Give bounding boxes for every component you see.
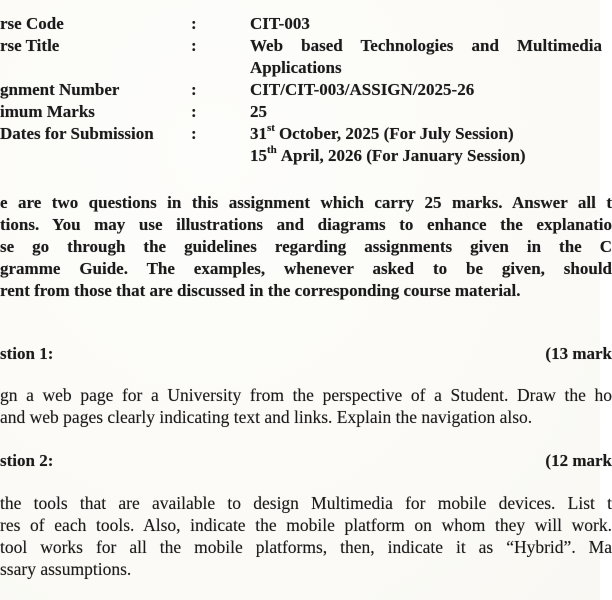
course-title-row [0,35,612,57]
colon-separator: : [191,14,197,33]
date-rest: October, 2025 (For July Session) [278,124,514,143]
question1-heading-row [0,343,612,365]
question2-heading-row [0,450,612,472]
date-rest: April, 2026 (For January Session) [280,146,526,165]
course-title-value-line1: Web based Technologies and Multimedia [250,36,602,55]
colon-separator: : [191,80,197,99]
colon-separator: : [191,36,197,55]
instruction-line: e are two questions in this assignment which carry 25 marks. Answer all t [0,193,612,212]
question2-heading: stion 2: [0,451,54,470]
question2-marks: (12 mark [545,451,612,470]
question1-body [0,384,612,428]
question1-line: and web pages clearly indicating text and links. Explain the navigation also. [0,407,533,427]
course-code-label: rse Code [0,14,64,33]
date-day: 31 [250,124,267,143]
instruction-line: rent from those that are discussed in the corresponding course material. [0,281,521,300]
question2-line: ssary assumptions. [0,559,132,579]
course-code-row [0,13,612,35]
course-info-table [0,13,612,167]
assignment-instructions [0,192,612,302]
maximum-marks-row [0,101,612,123]
question2-body [0,492,612,580]
maximum-marks-value: 25 [250,102,267,121]
colon-separator: : [191,124,197,143]
date-ordinal: th [267,144,277,157]
assignment-number-row [0,79,612,101]
maximum-marks-label: imum Marks [0,102,95,121]
question2-line: the tools that are available to design Multimedia for mobile devices. List t [0,493,612,513]
colon-separator: : [191,102,197,121]
assignment-number-label: gnment Number [0,80,120,99]
assignment-number-value: CIT/CIT-003/ASSIGN/2025-26 [250,80,475,99]
date-day: 15 [250,146,267,165]
submission-date-january [250,145,526,167]
course-title-label: rse Title [0,36,60,55]
submission-dates-label: Dates for Submission [0,124,154,143]
submission-dates-row-continued [0,145,612,167]
course-code-value: CIT-003 [250,14,310,33]
question2-line: tool works for all the mobile platforms, then, indicate it as “Hybrid”. Ma [0,537,612,557]
question1-line: gn a web page for a University from the perspective of a Student. Draw the ho [0,385,612,405]
course-title-row-continued [0,57,612,79]
instruction-line: se go through the guidelines regarding assignments given in the C [0,237,612,256]
instruction-line: tions. You may use illustrations and diagrams to enhance the explanatio [0,215,612,234]
course-title-value-line2: Applications [250,58,342,77]
question2-line: res of each tools. Also, indicate the mobile platform on whom they will work. [0,515,612,535]
submission-dates-row [0,123,612,145]
question1-marks: (13 mark [545,344,612,363]
submission-date-july [250,123,514,145]
date-ordinal: st [267,122,275,135]
instruction-line: gramme Guide. The examples, whenever asked to be given, should [0,259,612,278]
question1-heading: stion 1: [0,344,54,363]
